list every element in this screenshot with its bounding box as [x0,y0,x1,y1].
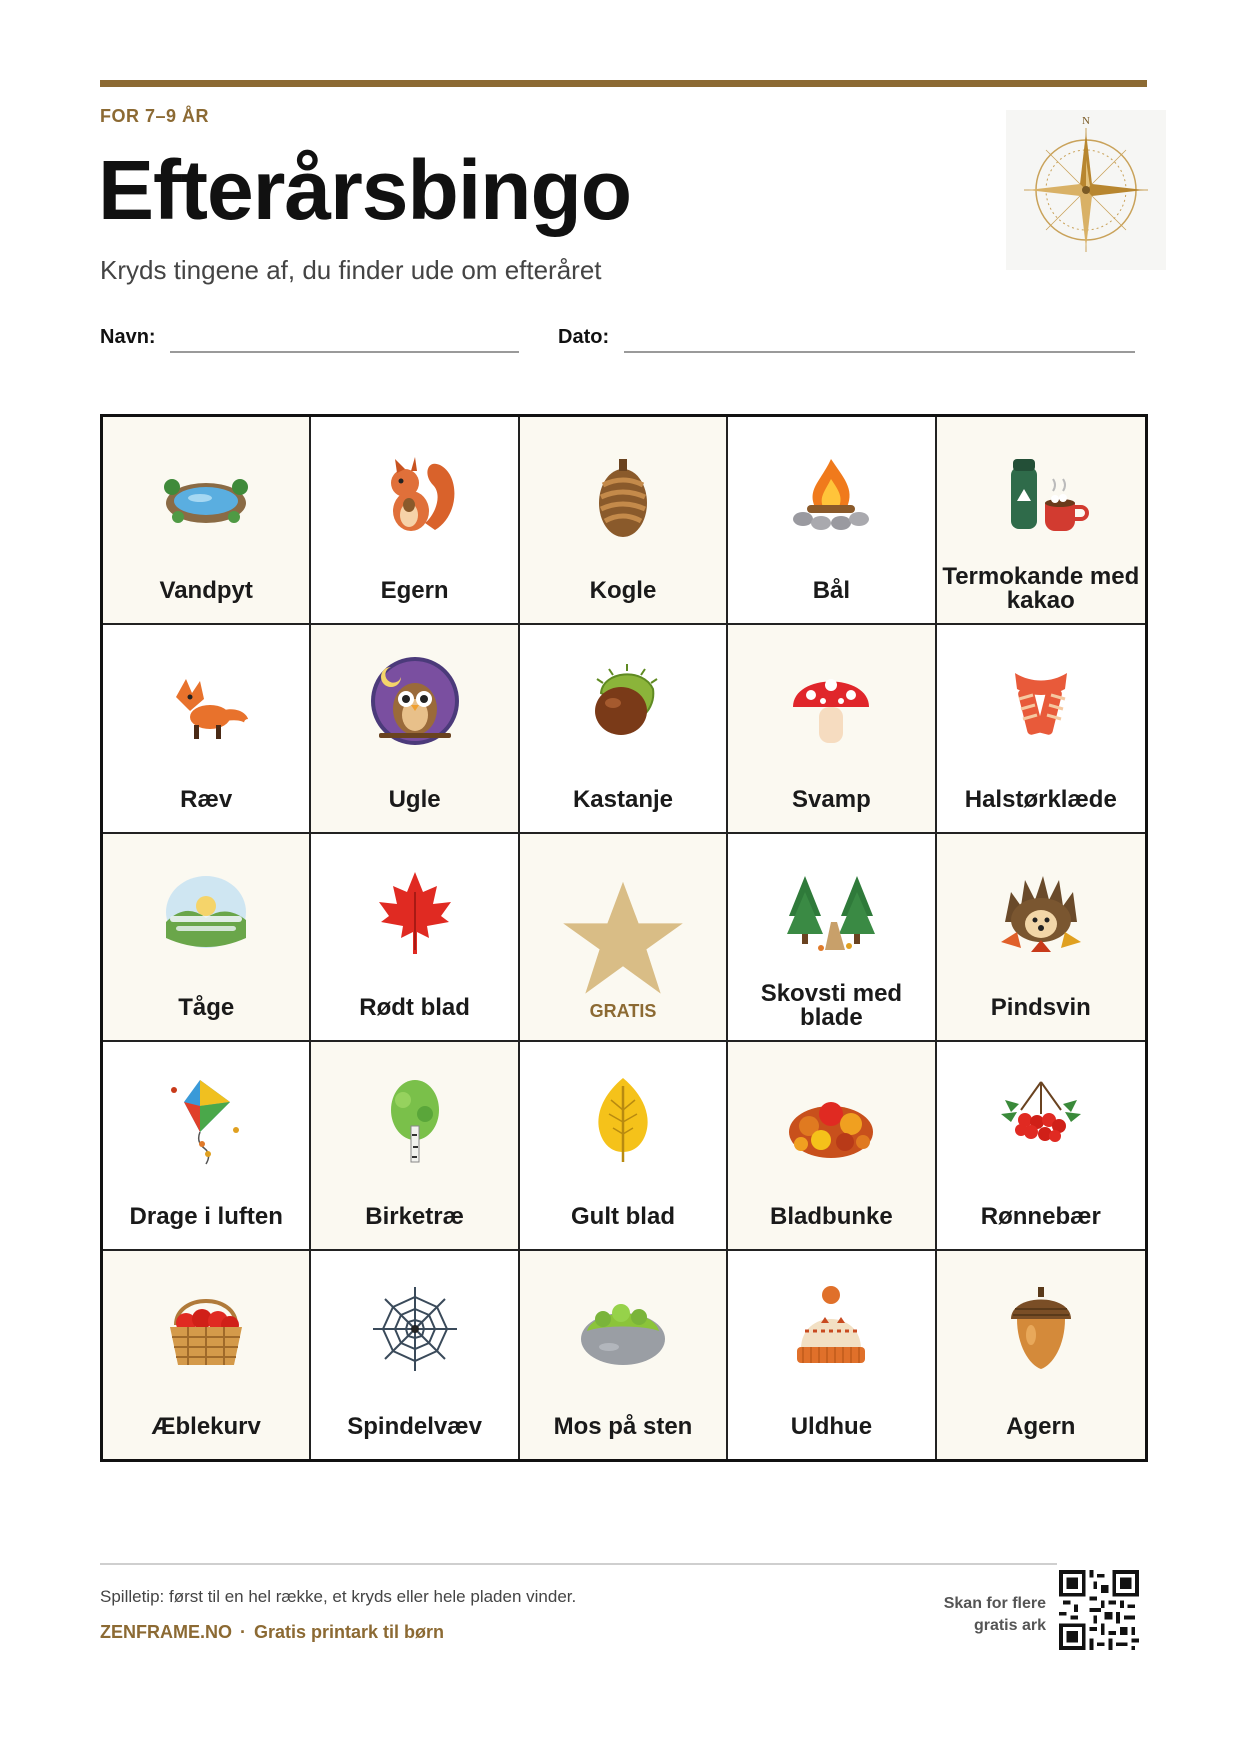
bingo-cell[interactable] [520,1251,728,1459]
bingo-cell-label: Ræv [180,785,233,813]
puddle-icon [156,445,256,545]
bingo-cell-label: Agern [1006,1412,1076,1440]
bingo-cell[interactable] [520,625,728,833]
scan-line-2: gratis ark [973,1617,1046,1635]
bingo-cell[interactable] [728,834,936,1042]
bingo-cell-label: Mos på sten [553,1412,693,1440]
bingo-cell-label: Drage i luften [129,1202,283,1230]
bingo-cell[interactable] [103,1042,311,1250]
mushroom-icon [781,653,881,753]
birch-tree-icon [365,1070,465,1170]
leaf-pile-icon [781,1070,881,1170]
thermos-cocoa-icon [991,445,1091,545]
bingo-cell-label: Pindsvin [990,994,1091,1022]
bingo-cell-free[interactable] [520,834,728,1042]
bingo-cell[interactable] [937,1042,1145,1250]
hedgehog-icon [991,862,1091,962]
pinecone-icon [573,445,673,545]
bingo-cell-label: Uldhue [790,1412,873,1440]
bingo-cell-label: Egern [380,577,449,605]
star-icon [558,874,688,1004]
bingo-cell-label: Termokande med kakao [942,563,1140,615]
bingo-cell[interactable] [311,834,519,1042]
bingo-cell[interactable] [937,417,1145,625]
bingo-cell-label: Bål [812,577,851,605]
mossy-stone-icon [573,1279,673,1379]
chestnut-icon [573,653,673,753]
bingo-cell-label: Ugle [388,785,441,813]
footer-rule [100,1563,1057,1565]
rowan-berries-icon [991,1070,1091,1170]
fog-landscape-icon [156,862,256,962]
bingo-cell[interactable] [728,1251,936,1459]
bingo-cell[interactable] [103,1251,311,1459]
bingo-cell-label: Skovsti med blade [760,980,903,1032]
bingo-board [100,414,1148,1462]
scan-text [944,1593,1046,1638]
red-maple-leaf-icon [365,862,465,962]
bingo-cell-label: Spindelvæv [347,1412,482,1440]
campfire-icon [781,445,881,545]
bingo-cell[interactable] [937,1251,1145,1459]
scan-line-1: Skan for flere [943,1595,1046,1612]
bingo-cell[interactable] [937,834,1145,1042]
bingo-cell-label: Birketræ [365,1202,464,1230]
bingo-cell-label: Kastanje [572,785,674,813]
scarf-icon [991,653,1091,753]
qr-code-icon[interactable] [1059,1570,1139,1650]
bingo-cell[interactable] [103,834,311,1042]
brand-tagline: Gratis printark til børn [254,1622,445,1642]
bingo-cell[interactable] [728,1042,936,1250]
acorn-icon [991,1279,1091,1379]
brand-line [100,1622,444,1643]
bingo-cell-label: Kogle [589,577,657,605]
page-title: Efterårsbingo [98,143,632,237]
bingo-cell[interactable] [520,1042,728,1250]
fox-icon [156,653,256,753]
bingo-cell[interactable] [311,625,519,833]
bingo-cell-label: Bladbunke [770,1202,893,1230]
bingo-cell-label: Halstørklæde [964,785,1117,813]
bingo-cell[interactable] [311,417,519,625]
spiderweb-icon [365,1279,465,1379]
bingo-cell[interactable] [311,1251,519,1459]
name-label: Navn: [100,326,156,348]
bingo-cell-label: Æblekurv [151,1412,261,1440]
game-tip: Spilletip: først til en hel række, et kryds eller hele pladen vinder. [100,1587,577,1606]
wool-hat-icon [781,1279,881,1379]
top-rule [100,80,1147,87]
age-label: FOR 7–9 ÅR [100,106,210,126]
compass-rose-icon [1006,110,1166,270]
bingo-cell-label: Rødt blad [359,994,470,1022]
bingo-cell[interactable] [103,417,311,625]
bingo-cell-label: Tåge [178,994,235,1022]
free-space-label: GRATIS [589,1001,657,1022]
bingo-cell[interactable] [937,625,1145,833]
bingo-cell-label: Rønnebær [980,1202,1101,1230]
forest-path-icon [781,862,881,962]
name-input-line[interactable] [170,351,519,353]
bingo-cell[interactable] [728,417,936,625]
brand-separator: · [240,1622,246,1642]
yellow-leaf-icon [573,1070,673,1170]
bingo-cell-label: Gult blad [570,1202,675,1230]
bingo-cell[interactable] [520,417,728,625]
bingo-cell[interactable] [728,625,936,833]
date-input-line[interactable] [624,351,1135,353]
bingo-cell-label: Svamp [792,785,871,813]
date-label: Dato: [558,326,610,348]
apple-basket-icon [156,1279,256,1379]
bingo-cell-label: Vandpyt [159,577,253,605]
bingo-cell[interactable] [311,1042,519,1250]
owl-icon [365,653,465,753]
bingo-cell[interactable] [103,625,311,833]
svg-text:N: N [1082,115,1090,127]
page-subtitle: Kryds tingene af, du finder ude om efteråret [100,255,602,285]
brand-link[interactable]: ZENFRAME.NO [100,1622,232,1642]
kite-icon [156,1070,256,1170]
squirrel-icon [365,445,465,545]
